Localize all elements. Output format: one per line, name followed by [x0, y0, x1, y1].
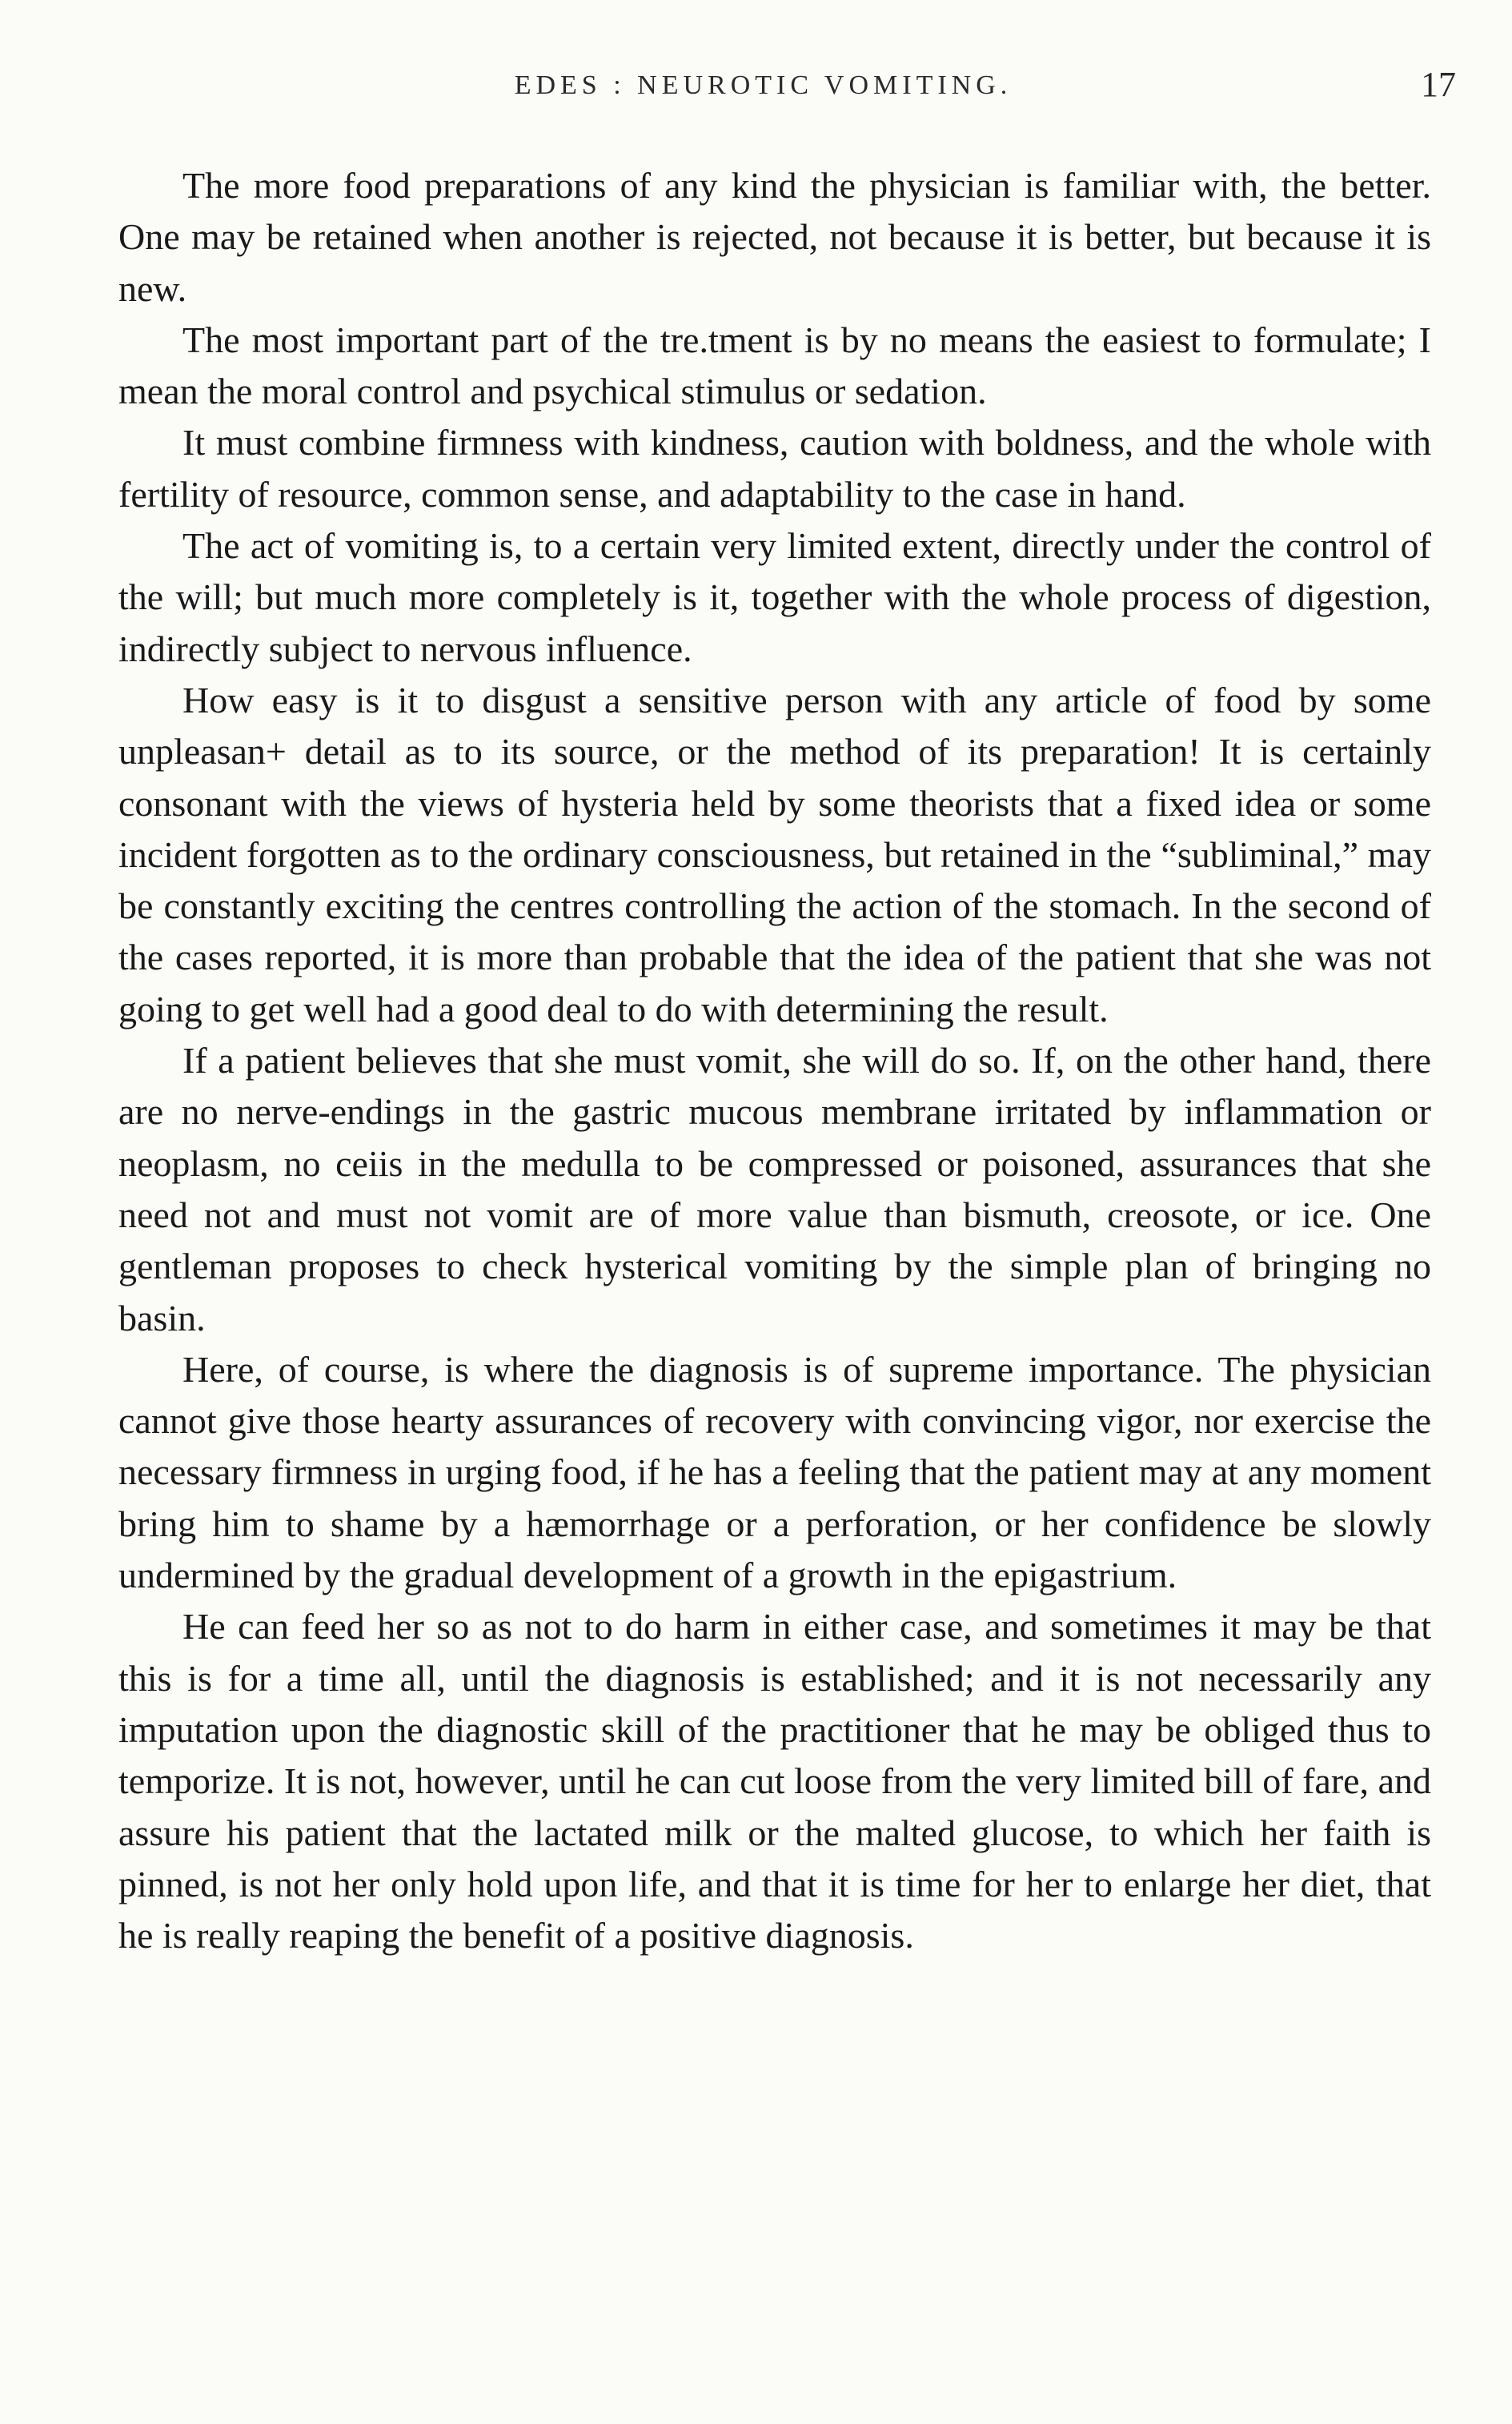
- paragraph-moral-control: The most important part of the tre.tment is by no means the easiest to formulate; I mean the moral control and psychical stimulus or sedation.: [118, 319, 1431, 412]
- paragraph-firmness-kindness: It must combine firmness with kindness, caution with boldness, and the whole with fertility of resource, common sense, and adaptability to the case in hand.: [118, 422, 1431, 515]
- paragraph-food-preparations: The more food preparations of any kind the physician is familiar with, the better. One may be retained when another is rejected, not because it is better, but because it is new.: [118, 165, 1431, 309]
- paragraph-disgust-sensitive-person: How easy is it to disgust a sensitive person with any article of food by some unpleasan+ detail as to its source, or the method of its preparation! It is certainly consonant with the views of hysteria held by some theorists that a fixed idea or some incident forgotten as to the ordinary consciousness, but retained in the “subliminal,” may be constantly exciting the centres controlling the action of the stomach. In the second of the cases reported, it is more than probable that the idea of the patient that she was not going to get well had a good deal to do with determining the result.: [118, 679, 1431, 1029]
- paragraph-feed-her: He can feed her so as not to do harm in either case, and sometimes it may be that this is for a time all, until the diagnosis is established; and it is not necessarily any imputation upon the diagnostic skill of the practitioner that he may be obliged thus to temporize. It is not, however, until he can cut loose from the very limited bill of fare, and assure his patient that the lactated milk or the malted glucose, to which her faith is pinned, is not her only hold upon life, and that it is time for her to enlarge her diet, that he is really reaping the benefit of a positive diagnosis.: [118, 1606, 1431, 1956]
- paragraph-act-of-vomiting: The act of vomiting is, to a certain very limited extent, directly under the control of the will; but much more completely is it, together with the whole process of digestion, indirectly subject to nervous influence.: [118, 525, 1431, 669]
- running-head: EDES : NEUROTIC VOMITING.: [514, 70, 1013, 100]
- body-text: [118, 160, 1431, 1961]
- paragraph-patient-believes: If a patient believes that she must vomit, she will do so. If, on the other hand, there are no nerve-endings in the gastric mucous membrane irritated by inflammation or neoplasm, no ceiis in the medulla to be compressed or poisoned, assurances that she need not and must not vomit are of more value than bismuth, creosote, or ice. One gentleman proposes to check hysterical vomiting by the simple plan of bringing no basin.: [118, 1040, 1431, 1338]
- paragraph-diagnosis-importance: Here, of course, is where the diagnosis is of supreme importance. The physician cannot give those hearty assurances of recovery with convincing vigor, nor exercise the necessary firmness in urging food, if he has a feeling that the patient may at any moment bring him to shame by a hæmorrhage or a perforation, or her confidence be slowly undermined by the gradual development of a growth in the epigastrium.: [118, 1348, 1431, 1596]
- page-number: 17: [1421, 65, 1456, 104]
- page-header: [118, 64, 1456, 120]
